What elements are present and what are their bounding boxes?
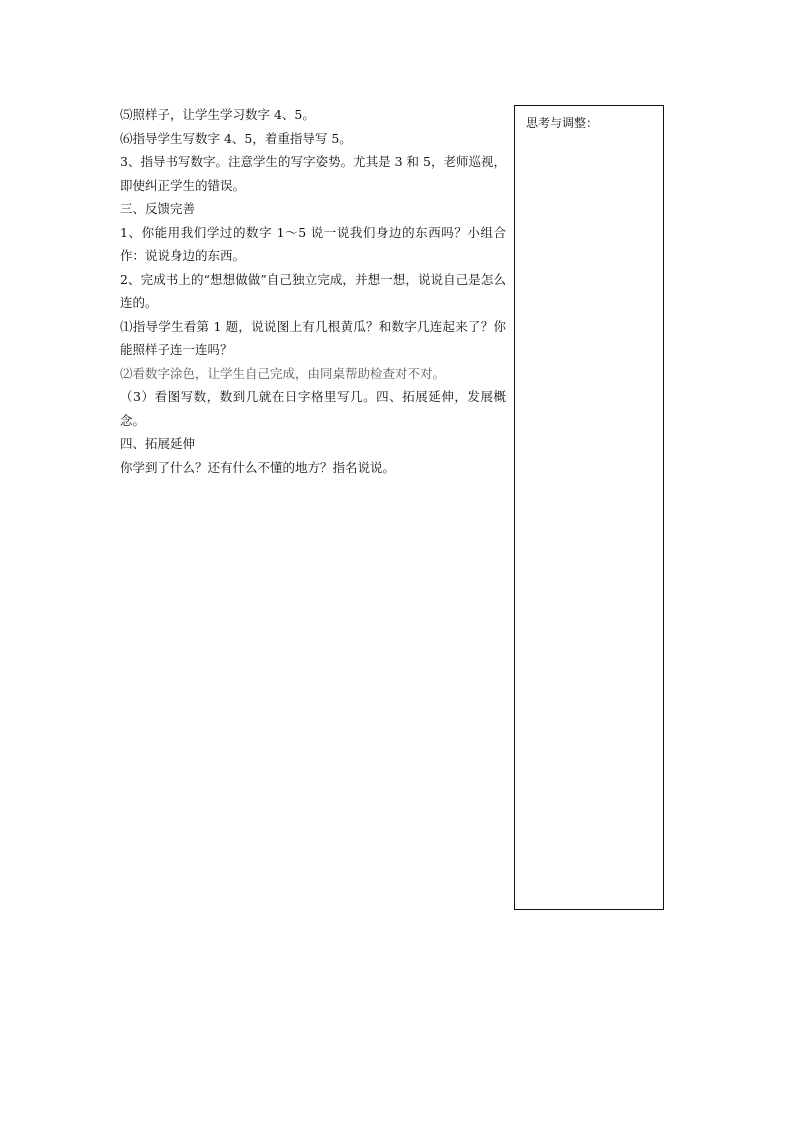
- paragraph-group-work: 1、你能用我们学过的数字 1～5 说一说我们身边的东西吗？小组合作：说说身边的东西。: [120, 224, 506, 263]
- paragraph-book-exercise: 2、完成书上的“想想做做”自己独立完成，并想一想，说说自己是怎么连的。: [120, 271, 506, 310]
- paragraph-step-6: ⑹指导学生写数字 4、5，着重指导写 5。: [120, 130, 352, 146]
- reflection-panel-title: 思考与调整：: [526, 116, 599, 130]
- section-heading-extension: 四、拓展延伸: [120, 436, 196, 451]
- section-heading-feedback: 三、反馈完善: [120, 201, 196, 216]
- paragraph-summary-question: 你学到了什么？还有什么不懂的地方？指名说说。: [120, 459, 396, 475]
- paragraph-exercise-3: （3）看图写数，数到几就在日字格里写几。四、拓展延伸，发展概念。: [120, 389, 506, 428]
- paragraph-step-5: ⑸照样子，让学生学习数字 4、5。: [120, 107, 315, 122]
- lesson-content: [120, 103, 506, 479]
- paragraph-exercise-1: ⑴指导学生看第 1 题，说说图上有几根黄瓜？和数字几连起来了？你能照样子连一连吗？: [120, 318, 506, 357]
- paragraph-exercise-2: ⑵看数字涂色，让学生自己完成，由同桌帮助检查对不对。: [120, 365, 446, 381]
- reflection-panel: [514, 105, 664, 910]
- paragraph-writing-guidance: 3、指导书写数字。注意学生的写字姿势。尤其是 3 和 5，老师巡视，即使纠正学生的错误。: [120, 154, 506, 193]
